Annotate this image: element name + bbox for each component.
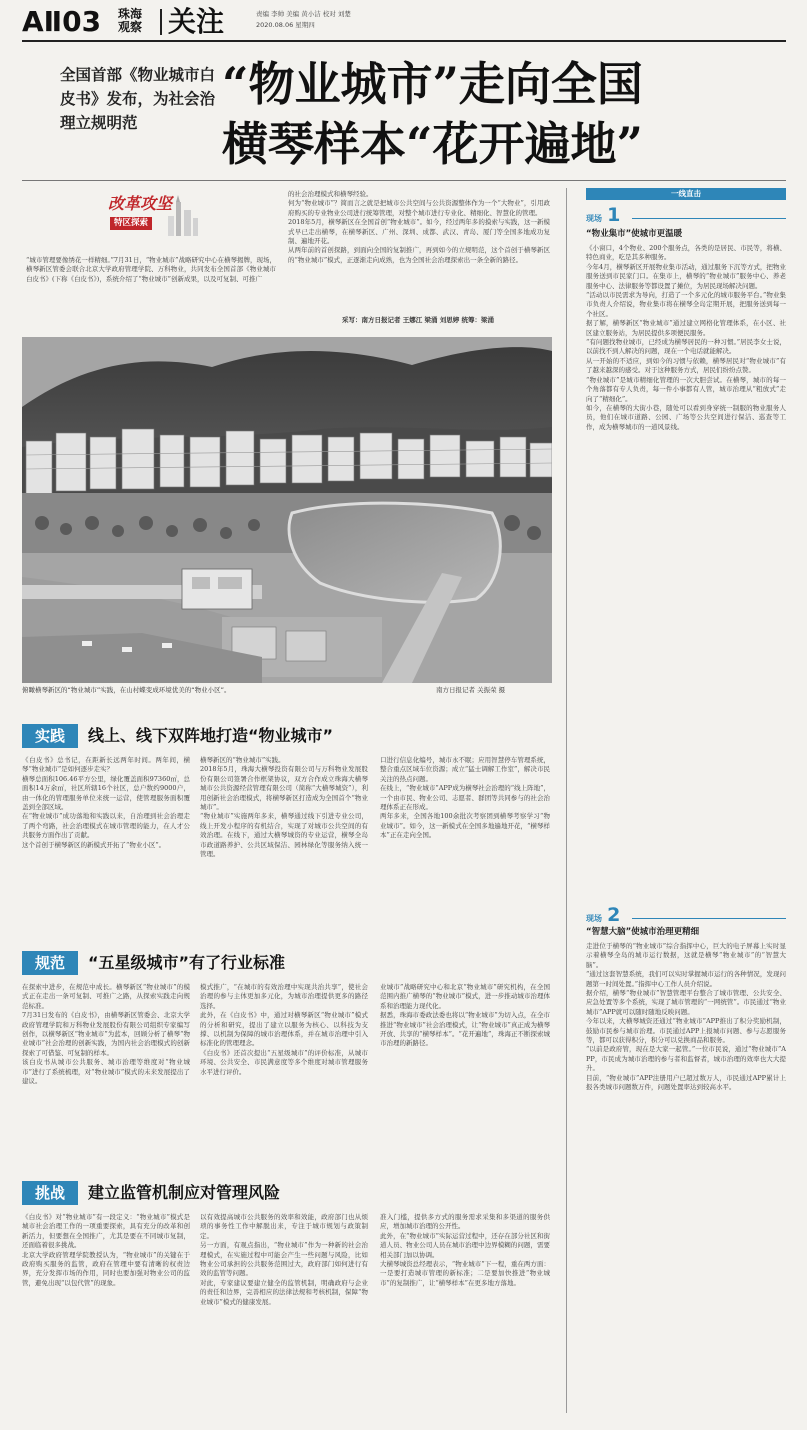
section-standard-col3: 业城市”战略研究中心和北京“物业城市”研究机构，在全国范围内推广横琴的“物业城市”模式，进一步推动城市治理体系和治理能力现代化。 据悉，珠海市委政法委也将以“物业城市”为切入点，在全市推进“物业城市”社会治理模式，让“物业城市”真正成为横琴开放、共享的“横琴样本”。“花开遍地”，珠海正不断探索城市治理的新路径。	[380, 983, 550, 1048]
edition-line1: 珠海	[118, 7, 143, 21]
section-title: 线上、线下双阵地打造“物业城市”	[88, 726, 334, 745]
section-name: 关注	[168, 5, 225, 38]
page-code: AⅡ03	[22, 5, 102, 38]
section-tag: 实践	[22, 724, 78, 748]
lead-byline: 采写：南方日报记者 王娜江 梁涌 刘思婷 统筹：梁涌	[342, 316, 495, 324]
masthead-date: 2020.08.06 星期四	[256, 21, 315, 29]
scene-1-rule	[632, 218, 786, 219]
sidebar-header: 一线直击	[586, 188, 786, 200]
headline-line1: “物业城市”走向全国	[222, 57, 643, 111]
section-tag: 挑战	[22, 1181, 78, 1205]
deck: 全国首部《物业城市白皮书》发布，为社会治理立规明范	[60, 65, 216, 132]
section-standard-col1: 在探索中进步，在规范中成长。横琴新区“物业城市”的模式正在走出一条可复制、可推广之路，从探索实践走向规范标准。 7月31日发布的《白皮书》，由横琴新区管委会、北京大学政府管理学院和万科物业发展股份有限公司组织专家编写创作，以横琴新区“物业城市”为蓝本，回顾分析了横琴“物业城市”社会治理的创新实践，为国内社会治理模式的创新探索了可借鉴、可复制的样本。 该白皮书从城市公共服务、城市治理等维度对“物业城市”进行了系统梳理，对“物业城市”模式的未来发展提出了建议。	[22, 983, 190, 1086]
scene-2-body: 走进位于横琴的“物业城市”综合指挥中心，巨大的电子屏幕上实时显示着横琴全岛的城市运行数据，这就是横琴“物业城市”的“智慧大脑”。 “通过这套智慧系统，我们可以实时掌握城市运行的各种情况，发现问题第一时间处置。”指挥中心工作人员介绍说。 据介绍，横琴“物业城市”智慧管理平台整合了城市管理、公共安全、应急处置等多个系统，实现了城市管理的“一网统管”。市民通过“物业城市”APP就可以随时随地反映问题。 今年以来，大横琴城资还通过“物业城市”APP推出了积分奖励机制，鼓励市民参与城市治理。市民通过APP上报城市问题、参与志愿服务等，都可以获得积分，积分可以兑换商品和服务。 “以前是政府管，现在是大家一起管。”一位市民说，通过“物业城市”APP，市民成为城市治理的参与者和监督者，城市治理的效率也大大提升。 目前，“物业城市”APP注册用户已超过数万人，市民通过APP累计上报各类城市问题数万件，问题处置率达到较高水平。	[586, 942, 786, 1092]
section-challenge-col2: 以有效提高城市公共服务的效率和效能，政府部门也从烦琐的事务性工作中解脱出来，专注于城市规划与政策制定。 另一方面，有观点指出，“物业城市”作为一种新的社会治理模式，在实施过程中可能会产生一些问题与风险，比如物业公司承担的公共服务范围过大，政府部门如何进行有效的监管等问题。 对此，专家建议要建立健全的监管机制，明确政府与企业的责任和边界，完善相应的法律法规和考核机制，保障“物业城市”模式的健康发展。	[200, 1213, 368, 1306]
lead-left: “城市管理要像绣花一样精细。”7月31日，“物业城市”战略研究中心在横琴揭牌，现场，横琴新区管委会联合北京大学政府管理学院、万科物业，共同发布全国首部《物业城市白皮书》(下称《白皮书》)，系统介绍了“物业城市”创新成果，以及可复制、可推广	[26, 256, 276, 283]
scene-number: 1	[607, 204, 621, 226]
section-standard-col2: 模式推广，“在城市的有效治理中实现共治共享”，使社会治理的参与主体更加多元化，为城市治理提供更多的路径选择。 此外，在《白皮书》中，通过对横琴新区“物业城市”模式的分析和研究，提出了建立以服务为核心、以科技为支撑、以机制为保障的城市治理体系，并在城市治理中引入标准化的管理理念。 《白皮书》还首次提出“五星级城市”的评价标准，从城市环境、公共安全、市民满意度等多个维度对城市管理服务水平进行评价。	[200, 983, 368, 1076]
section-practice-col1: 《白皮书》总书记，在距新长远两年时间。两年间，横琴“物业城市”是如何逐步走实？ 横琴总面积106.46平方公里，绿化覆盖面积97360㎡，总面积14万余㎡，社区所辖16个社区，总户数约9000户，由一体化的管理服务单位来统一运营，使管理服务面积覆盖到全部区域。 在“物业城市”成功落地和实践以来，自治理到社会治理走了两个弯路，社会治理模式在城市管理的能力，在人才公共服务方面作出了贡献。 这个首创于横琴新区的新模式开拓了“物业小区”。	[22, 756, 190, 849]
edition-name	[118, 8, 148, 34]
scene-label: 现场	[586, 914, 602, 923]
scene-2-title: “智慧大脑”使城市治理更精细	[586, 927, 700, 937]
section-challenge-col1: 《白皮书》对“物业城市”有一段定义：“物业城市”模式是城市社会治理工作的一项重要探索，具有充分的改革和创新活力，但要想在全国推广，尤其是要在不同城市复制，还面临着很多挑战。 北京大学政府管理学院教授认为，“物业城市”的关键在于政府购买服务的监管，政府在管理中要有清晰的权责边界，充分发挥市场的作用，同时也要加强对物业公司的监管，避免出现“以包代管”的现象。	[22, 1213, 190, 1287]
scene-1-title: “物业集市”使城市更温暖	[586, 229, 683, 239]
section-bar-standard	[22, 951, 552, 975]
reform-logo	[96, 192, 204, 242]
section-practice-col3: 口进行信息化编号，城市永不眠；应用智慧停车管理系统，整合重点区域车位资源；成立“猛士调解工作室”，解决市民关注的热点问题。 在线上，“物业城市”APP成为横琴社会治理的“线上阵地”，一个由市民、物业公司、志愿者、群团等共同参与的社会治理体系正在形成。 两年多来，全国各地100余批次考察团到横琴考察学习“物业城市”。如今，这一新模式在全国多地遍地开花，“横琴样本”正在走向全国。	[380, 756, 550, 840]
photo-caption: 俯瞰横琴新区的“物业城市”实践，在山村蝶变成环境优美的“物业小区”。	[22, 686, 231, 694]
scene-1-body: 《小窗口，4个物业、200个服务点，各类的是居民、市民等，将横、特色商业，吃是其多种服务。 今年4月，横琴新区开展物业集市活动，通过服务下沉等方式，把物业服务送到市民家门口。在集市上，横琴的“物业城市”服务中心、养老服务中心、法律服务等都设置了摊位，为居民现场解决问题。 “活动以市民需求为导向，打造了一个多元化的城市服务平台。”物业集市负责人介绍说，物业集市将在横琴全岛定期开展，把服务送到每一个社区。 据了解，横琴新区“物业城市”通过建立网格化管理体系，在小区、社区建立服务站，为居民提供多项便民服务。 “有问题找物业城市，已经成为横琴居民的一种习惯。”居民李女士说，以前找不到人解决的问题，现在一个电话就能解决。 从一开始的不适应，到如今的习惯与依赖，横琴居民对“物业城市”有了越来越深的感受。对于这种服务方式，居民们纷纷点赞。 “物业城市”是城市精细化管理的一次大胆尝试。在横琴，城市的每一个角落都有专人负责，每一件小事都有人管，城市治理从“粗放式”走向了“精细化”。 如今，在横琴的大街小巷，随处可以看到身穿统一制服的物业服务人员，他们在城市道路、公园、广场等公共空间进行保洁、巡查等工作，成为横琴城市的一道风景线。	[586, 244, 786, 431]
scene-2-label	[586, 904, 620, 926]
scene-1-label	[586, 204, 620, 226]
masthead-credits: 责编 李帅 美编 黄小洁 校对 刘楚	[256, 10, 351, 18]
section-bar-practice	[22, 724, 552, 748]
headline-line2: 横琴样本“花开遍地”	[222, 117, 643, 171]
section-title: “五星级城市”有了行业标准	[88, 953, 286, 972]
section-tag: 规范	[22, 951, 78, 975]
sidebar-divider	[566, 188, 567, 1413]
lead-right: 的社会治理模式和横琴经验。 何为“物业城市”？简而言之就是把城市公共空间与公共资源整体作为一个“大物业”，引用政府购买的专业物业公司进行统筹管理，对整个城市进行专业化、精细化、智慧化的管理。 2018年5月，横琴新区在全国首创“物业城市”。如今，经过两年多的摸索与实践，这一新模式早已走出横琴，在横琴新区、广州、深圳、成都、武汉、青岛、厦门等全国多地成功复制、遍地开花。 从两年前的首创探路，到面向全国的复制推广，再到如今的立规明范，这个首创于横琴新区的“物业城市”模式，正逐渐走向成熟，也为全国社会治理探索出一条全新的路径。	[288, 190, 550, 264]
scene-2-rule	[632, 918, 786, 919]
headline	[222, 54, 782, 174]
aerial-photo-scene	[22, 337, 552, 683]
section-bar-challenge	[22, 1181, 552, 1205]
logo-title: 改革攻坚	[108, 194, 173, 213]
photo-credit: 南方日报记者 关振荣 摄	[436, 686, 506, 694]
scene-label: 现场	[586, 214, 602, 223]
headline-rule	[22, 180, 786, 181]
masthead-divider	[160, 9, 162, 35]
section-practice-col2: 横琴新区的“物业城市”实践。 2018年5月，珠海大横琴投资有限公司与万科物业发展股份有限公司签署合作框架协议，双方合作成立珠海大横琴城市公共资源经营管理有限公司（简称“大横琴城资”），利用创新社会治理模式，将横琴新区打造成为全国首个“物业城市”。 “物业城市”实施两年多来，横琴通过线下引进专业公司，线上开发小程序的有机结合，实现了对城市公共空间的有效治理。在线下，通过大横琴城资的专业运营，横琴全岛市政道路养护、公共区域保洁、园林绿化等服务纳入统一管理。	[200, 756, 368, 859]
section-title: 建立监管机制应对管理风险	[88, 1183, 281, 1202]
aerial-photo	[22, 337, 552, 683]
edition-line2: 观察	[118, 20, 143, 34]
section-challenge-col3: 准入门槛，提供多方式的服务需求采集和多渠道的服务供应，增加城市治理的公开性。 此外，在“物业城市”实际运营过程中，还存在部分社区和街道人员、物业公司人员在城市治理中边界模糊的问题，需要相关部门加以协调。 大横琴城资总经理表示，“物业城市”下一程，重在两方面：一是要打造城市管理的新标准；二是要加快推进“物业城市”的复制推广，让“横琴样本”在更多地方落地。	[380, 1213, 550, 1287]
logo-sub: 特区探索	[110, 217, 152, 230]
scene-number: 2	[607, 904, 621, 926]
masthead-rule	[22, 40, 786, 42]
